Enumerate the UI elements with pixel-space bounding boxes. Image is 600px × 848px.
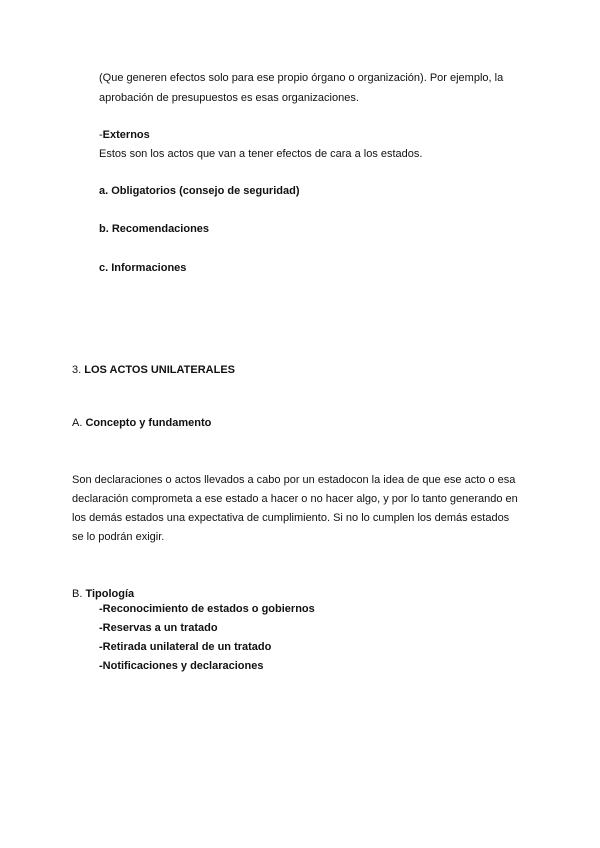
intro-line-2: aprobación de presupuestos es esas organizaciones. (99, 92, 359, 104)
section-b-letter: B. (72, 588, 83, 600)
section-3-title: LOS ACTOS UNILATERALES (84, 364, 235, 376)
list-item-informaciones: c. Informaciones (99, 262, 187, 274)
intro-line-1: (Que generen efectos solo para ese propio órgano o organización). Por ejemplo, la (99, 72, 504, 84)
externos-title: Externos (102, 129, 150, 141)
externos-description: Estos son los actos que van a tener efectos de cara a los estados. (99, 148, 423, 160)
paragraph-line-3: los demás estados una expectativa de cumplimiento. Si no lo cumplen los demás estados (72, 512, 510, 524)
section-a-letter: A. (72, 417, 83, 429)
paragraph-line-4: se lo podrán exigir. (72, 531, 165, 543)
externos-prefix: - (99, 129, 103, 141)
list-item-obligatorios: a. Obligatorios (consejo de seguridad) (99, 185, 300, 197)
section-a-heading (72, 416, 211, 430)
section-b-heading (72, 587, 134, 601)
paragraph-line-2: declaración comprometa a ese estado a hacer o no hacer algo, y por lo tanto generando en (72, 493, 518, 505)
section-3-number: 3. (72, 364, 82, 376)
section-b-title: Tipología (85, 588, 135, 600)
section-3-heading (72, 363, 235, 377)
tipologia-item-notificaciones: -Notificaciones y declaraciones (99, 660, 264, 672)
tipologia-item-reconocimiento: -Reconocimiento de estados o gobiernos (99, 603, 315, 615)
section-a-title: Concepto y fundamento (85, 417, 212, 429)
tipologia-item-reservas: -Reservas a un tratado (99, 622, 218, 634)
tipologia-item-retirada: -Retirada unilateral de un tratado (99, 641, 272, 653)
list-item-recomendaciones: b. Recomendaciones (99, 223, 210, 235)
externos-heading (99, 128, 150, 142)
paragraph-line-1: Son declaraciones o actos llevados a cabo por un estadocon la idea de que ese acto o esa (72, 474, 516, 486)
